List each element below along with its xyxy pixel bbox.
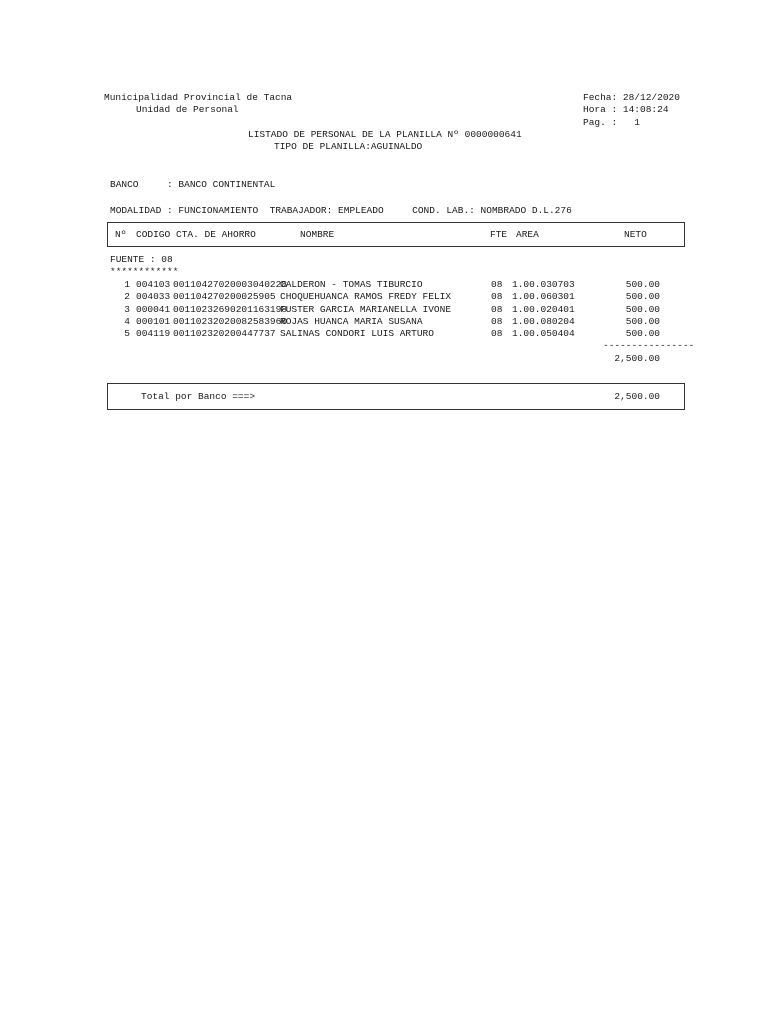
report-time: Hora : 14:08:24 — [583, 104, 669, 115]
table-row — [0, 304, 768, 316]
row-fte: 08 — [491, 304, 503, 315]
row-num: 5 — [124, 328, 130, 339]
row-codigo: 004119 — [136, 328, 171, 339]
report-date: Fecha: 28/12/2020 — [583, 92, 680, 103]
col-num: Nº — [115, 229, 127, 240]
row-num: 4 — [124, 316, 130, 327]
table-row — [0, 291, 768, 303]
row-cta: 00110427020003040228 — [173, 279, 288, 290]
row-fte: 08 — [491, 279, 503, 290]
table-row — [0, 316, 768, 328]
page-number: Pag. : 1 — [583, 117, 641, 128]
row-num: 1 — [124, 279, 130, 290]
row-fte: 08 — [491, 291, 503, 302]
row-cta: 00110232020082583960 — [173, 316, 288, 327]
row-codigo: 000041 — [136, 304, 171, 315]
org-name: Municipalidad Provincial de Tacna — [104, 92, 293, 103]
row-neto: 500.00 — [625, 316, 660, 327]
row-nombre: CHOQUEHUANCA RAMOS FREDY FELIX — [280, 291, 452, 302]
row-codigo: 004103 — [136, 279, 171, 290]
row-cta: 001104270200025905 — [173, 291, 276, 302]
row-codigo: 004033 — [136, 291, 171, 302]
row-area: 1.00.060301 — [512, 291, 575, 302]
col-cta: CTA. DE AHORRO — [176, 229, 256, 240]
row-codigo: 000101 — [136, 316, 171, 327]
col-area: AREA — [516, 229, 539, 240]
table-row — [0, 328, 768, 340]
row-area: 1.00.080204 — [512, 316, 575, 327]
col-neto: NETO — [624, 229, 647, 240]
total-amount: 2,500.00 — [614, 391, 660, 402]
row-num: 3 — [124, 304, 130, 315]
row-nombre: CALDERON - TOMAS TIBURCIO — [280, 279, 423, 290]
col-codigo: CODIGO — [136, 229, 171, 240]
row-neto: 500.00 — [625, 328, 660, 339]
row-area: 1.00.050404 — [512, 328, 575, 339]
fuente-label: FUENTE : 08 — [110, 254, 173, 265]
row-cta: 00110232690201163198 — [173, 304, 288, 315]
bank-line: BANCO : BANCO CONTINENTAL — [110, 179, 276, 190]
total-box — [107, 383, 685, 410]
column-header-box — [107, 222, 685, 247]
report-title: LISTADO DE PERSONAL DE LA PLANILLA Nº 0000000641 — [248, 129, 522, 140]
subtotal-amount: 2,500.00 — [614, 353, 660, 364]
row-fte: 08 — [491, 328, 503, 339]
fuente-underline: ************ — [110, 266, 179, 277]
report-subtitle: TIPO DE PLANILLA:AGUINALDO — [274, 141, 423, 152]
row-fte: 08 — [491, 316, 503, 327]
row-neto: 500.00 — [625, 304, 660, 315]
total-label: Total por Banco ===> — [141, 391, 256, 402]
row-nombre: SALINAS CONDORI LUIS ARTURO — [280, 328, 434, 339]
col-fte: FTE — [490, 229, 508, 240]
row-nombre: FUSTER GARCIA MARIANELLA IVONE — [280, 304, 452, 315]
row-neto: 500.00 — [625, 291, 660, 302]
row-cta: 001102320200447737 — [173, 328, 276, 339]
row-num: 2 — [124, 291, 130, 302]
unit-name: Unidad de Personal — [136, 104, 239, 115]
table-row — [0, 279, 768, 291]
col-nombre: NOMBRE — [300, 229, 335, 240]
row-neto: 500.00 — [625, 279, 660, 290]
subtotal-separator: ---------------- — [603, 340, 695, 351]
row-nombre: ROJAS HUANCA MARIA SUSANA — [280, 316, 423, 327]
modality-line: MODALIDAD : FUNCIONAMIENTO TRABAJADOR: EMPLEADO COND. LAB.: NOMBRADO D.L.276 — [110, 205, 572, 216]
row-area: 1.00.030703 — [512, 279, 575, 290]
row-area: 1.00.020401 — [512, 304, 575, 315]
